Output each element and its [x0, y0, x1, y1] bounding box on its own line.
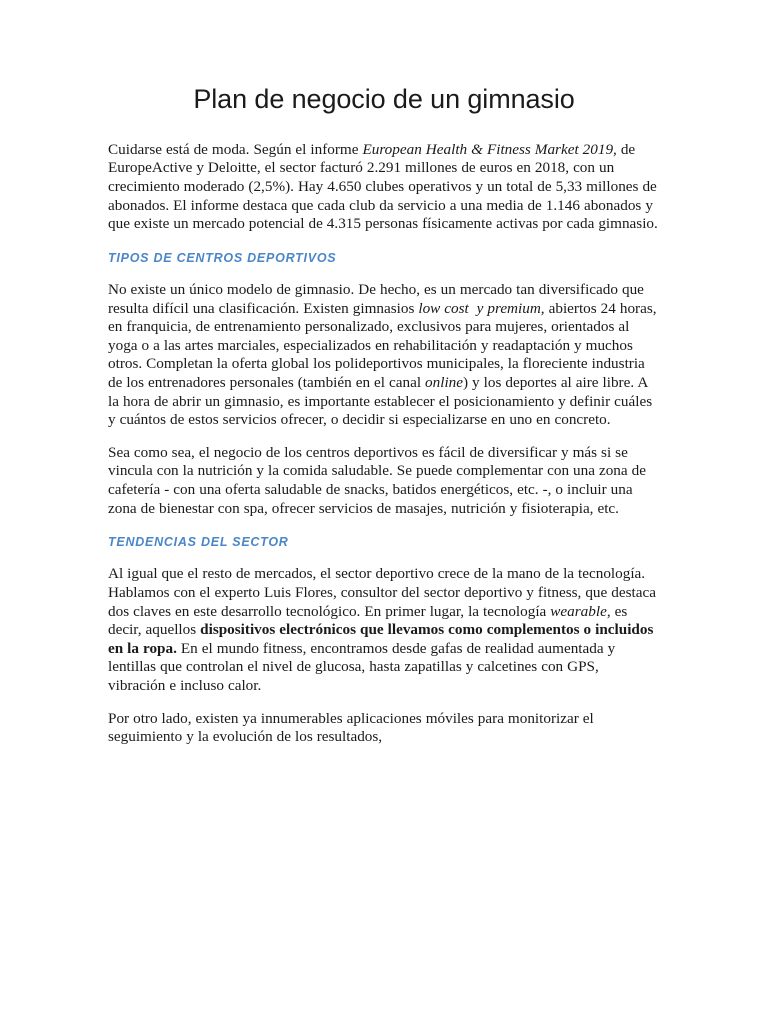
intro-text-part-1: Cuidarse está de moda. Según el informe — [108, 140, 363, 158]
spacer-s2-paragraphs — [108, 696, 660, 710]
s1p1-text-part-1: No existe un único modelo de gimnasio. De hecho, es un mercado tan diversificado que resulta difícil una clasificación. Existen gimnasios — [108, 281, 644, 317]
spacer-before-heading-1 — [108, 234, 660, 250]
s1p1-text-part-2: abiertos 24 horas, en franquicia, de entrenamiento personalizado, exclusivos para mujeres, orientados al yoga o a las artes marciales, especializados en rehabilitación y readaptación y muchos otros. Completan la oferta global los polideportivos municipales, la floreciente industria de los entrenadores personales (también en el canal — [108, 299, 657, 392]
section-heading-tendencias-del-sector: TENDENCIAS DEL SECTOR — [108, 535, 289, 550]
section1-paragraph-1 — [108, 281, 660, 430]
intro-text-part-2: , de EuropeActive y Deloitte, el sector facturó 2.291 millones de euros en 2018, con un crecimiento moderado (2,5%). Hay 4.650 clubes operativos y un total de 5,33 millones de abonados. El informe destaca que cada club da servicio a una media de 1.146 abonados y que existe un mercado potencial de 4.315 personas físicamente activas por cada gimnasio. — [108, 140, 658, 233]
intro-report-name: European Health & Fitness Market 2019 — [362, 140, 614, 158]
s2p1-term-wearable: wearable — [550, 602, 607, 620]
spacer-after-heading-1 — [108, 266, 660, 281]
section2-paragraph-2: Por otro lado, existen ya innumerables aplicaciones móviles para monitorizar el seguimiento y la evolución de los resultados, — [108, 709, 594, 746]
spacer-before-heading-2 — [108, 518, 660, 534]
s2p1-text-part-3: En el mundo fitness, encontramos desde gafas de realidad aumentada y lentillas que controlan el nivel de glucosa, hasta zapatillas y calcetines con GPS, vibración e incluso calor. — [108, 639, 616, 695]
page-title: Plan de negocio de un gimnasio — [193, 84, 575, 114]
s1p1-term-low-cost: low cost — [418, 299, 469, 317]
section-heading-tipos-de-centros-deportivos: TIPOS DE CENTROS DEPORTIVOS — [108, 250, 337, 265]
spacer-after-heading-2 — [108, 550, 660, 565]
document-body — [108, 0, 660, 747]
s1p1-text-part-3: ) y los deportes al aire libre. A la hora de abrir un gimnasio, es importante establecer el posicionamiento y definir cuáles y cuántos de estos servicios ofrecer, o decidir si especializarse en uno en concreto. — [108, 374, 653, 429]
spacer-s1-paragraphs — [108, 430, 660, 444]
s2p1-text-part-2: , es decir, aquellos — [108, 602, 628, 639]
s1p1-term-online: online — [425, 374, 463, 392]
spacer-after-title — [108, 116, 660, 141]
section1-paragraph-2: Sea como sea, el negocio de los centros deportivos es fácil de diversificar y más si se vincula con la nutrición y la comida saludable. Se puede complementar con una zona de cafetería - con una oferta saludable de snacks, batidos energéticos, etc. -, o incluir una zona de bienestar con spa, ofrecer servicios de masajes, nutrición y fisioterapia, etc. — [108, 443, 646, 517]
s2p1-text-part-1: Al igual que el resto de mercados, el sector deportivo crece de la mano de la tecnología. Hablamos con el experto Luis Flores, consultor del sector deportivo y fitness, que destaca dos claves en este desarrollo tecnológico. En primer lugar, la tecnología — [108, 565, 656, 620]
s2p1-emphasis-dispositivos: dispositivos electrónicos que llevamos como complementos o incluidos en la ropa. — [108, 621, 654, 657]
s1p1-term-premium: y premium, — [476, 299, 545, 317]
section2-paragraph-1 — [108, 565, 660, 695]
intro-paragraph — [108, 141, 660, 234]
